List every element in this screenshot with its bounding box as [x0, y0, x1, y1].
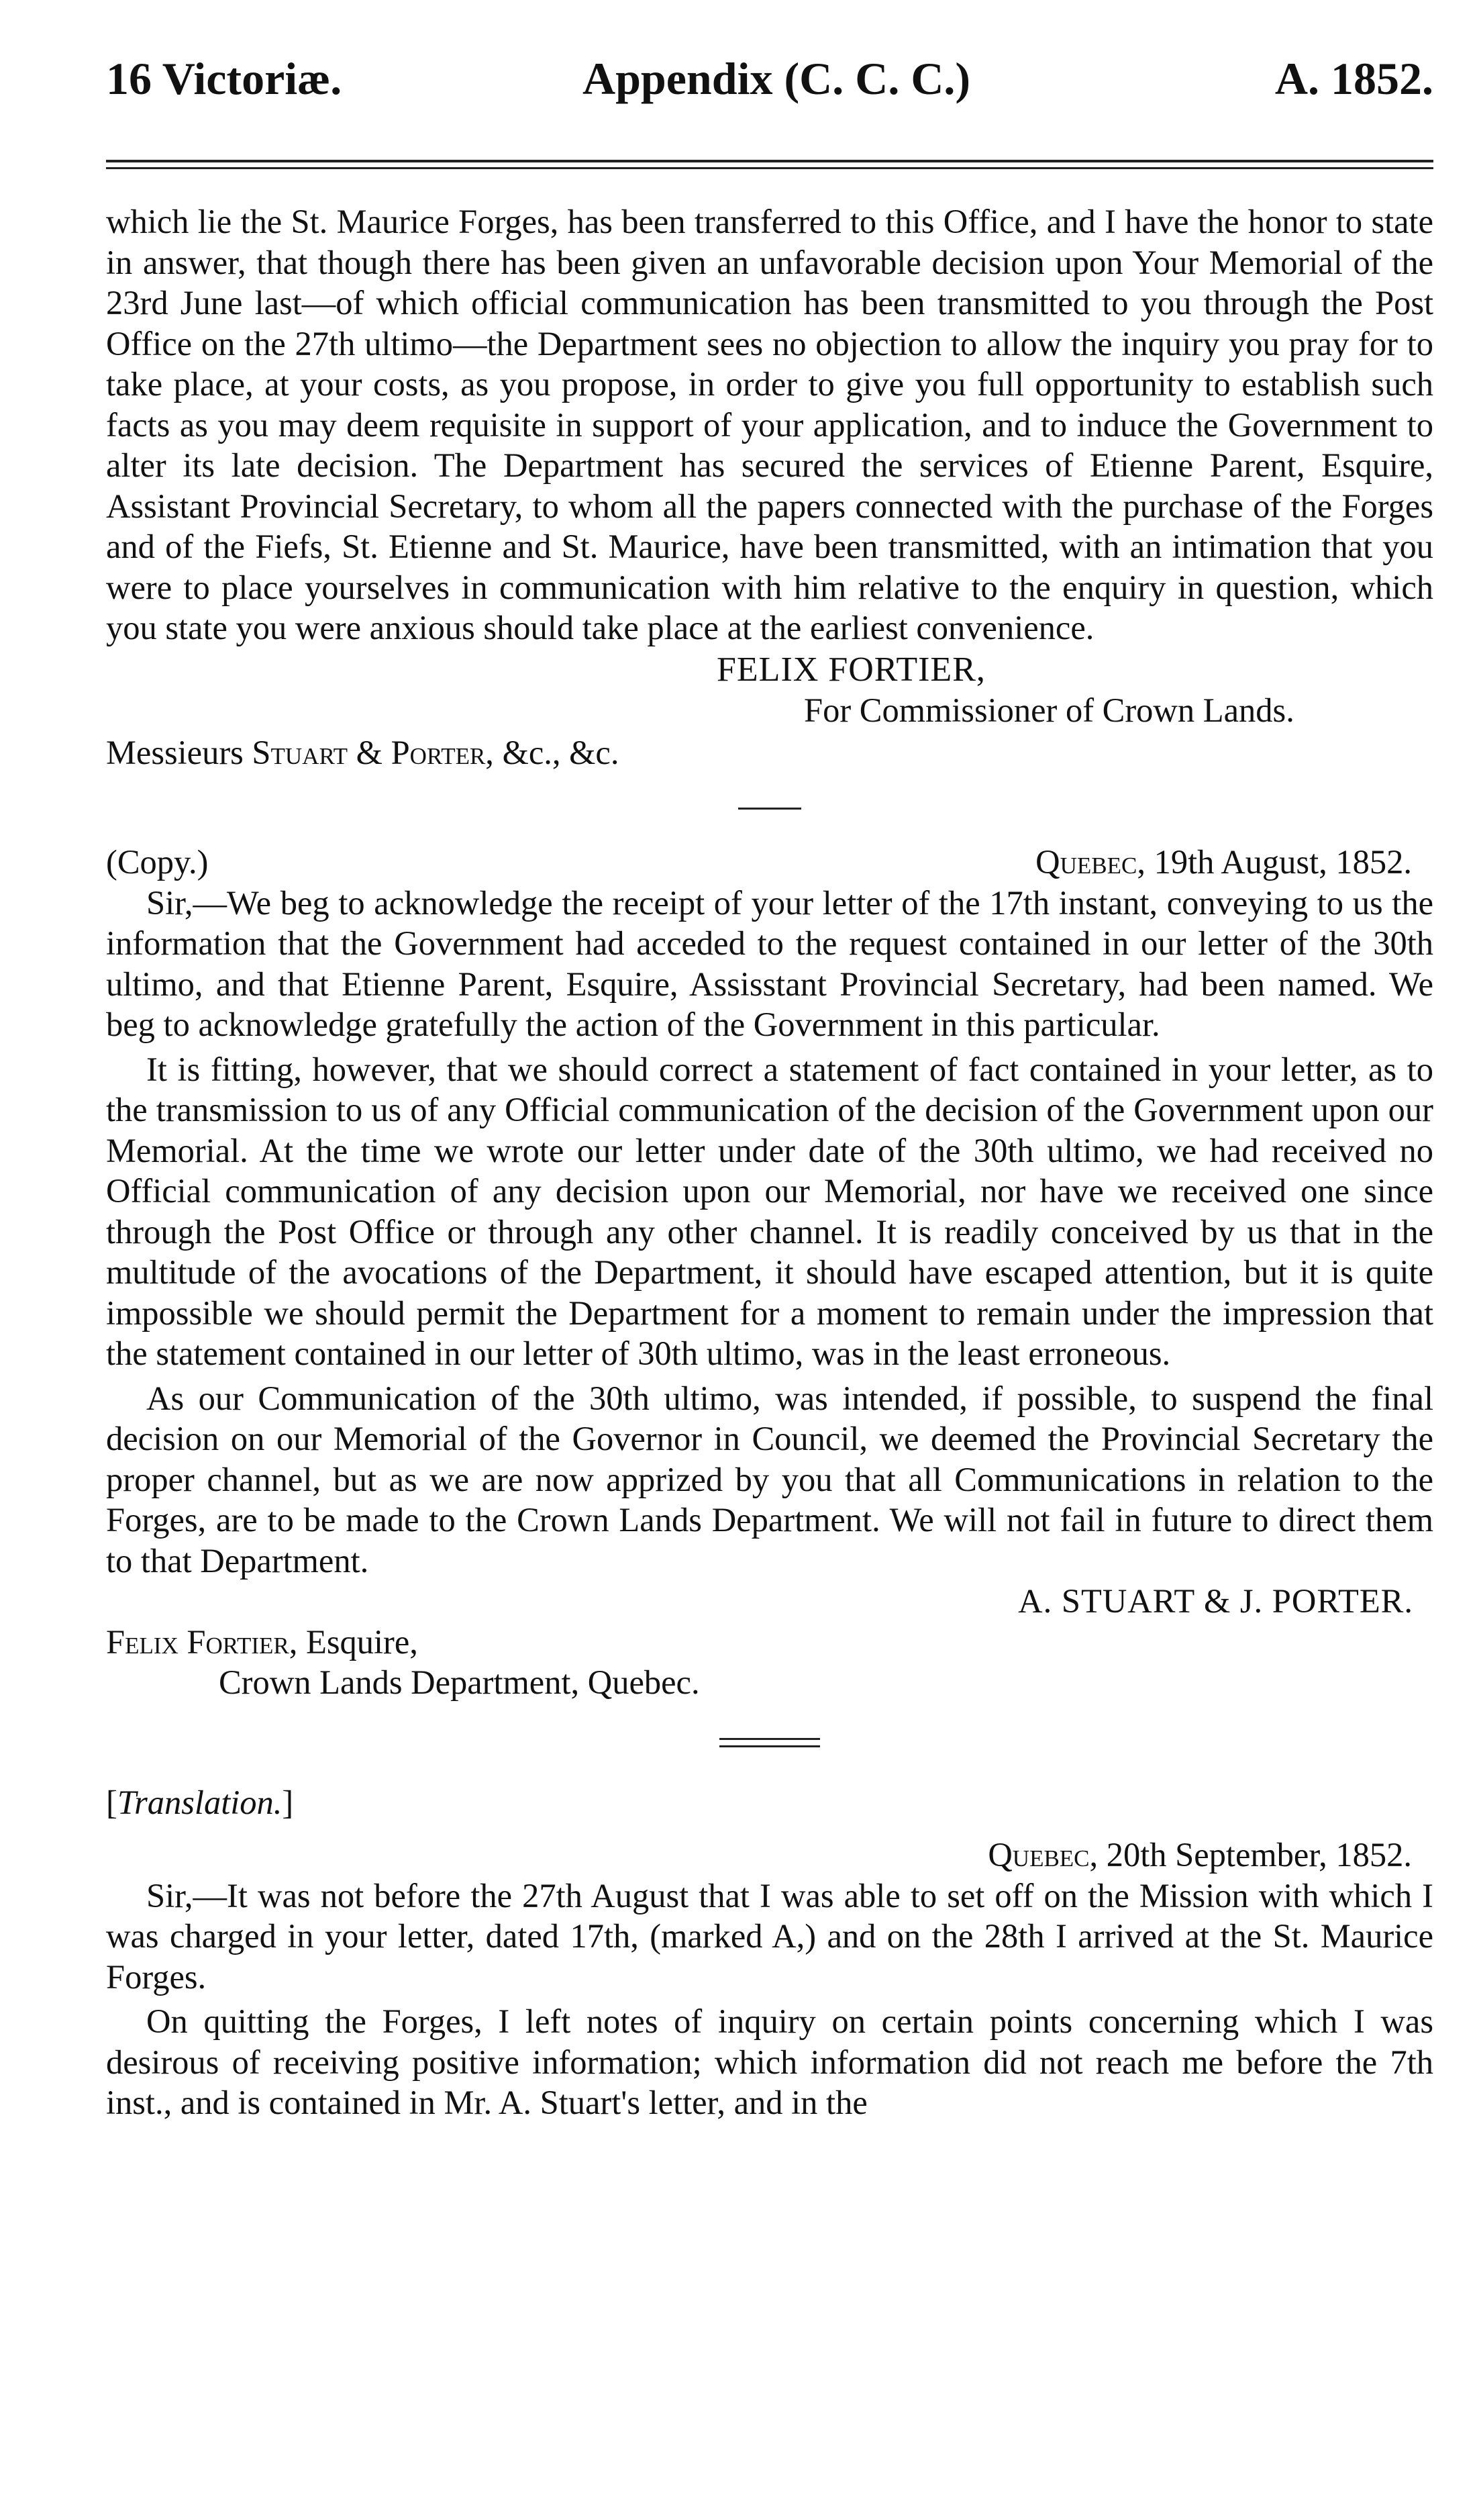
- header-appendix: Appendix (C. C. C.): [582, 53, 971, 104]
- addressee-names: Stuart & Porter,: [252, 733, 494, 771]
- letter2-date-value: 19th August, 1852.: [1154, 843, 1412, 881]
- section-divider-double: [719, 1738, 820, 1747]
- section-divider: [738, 808, 801, 810]
- letter1-signature-title: For Commissioner of Crown Lands.: [804, 691, 1294, 729]
- addressee-suffix: &c., &c.: [502, 733, 619, 771]
- letter1-addressee: [106, 732, 1433, 773]
- letter2-date-place: Quebec,: [1035, 843, 1145, 881]
- letter2-paragraph: As our Communication of the 30th ultimo, was intended, if possible, to suspend the final decision on our Memorial of the Governor in Council, we deemed the Provincial Secretary the proper channel, but as we are now apprized by you that all Communications in relation to the Forges, are to be made to the Crown Lands Department. We will not fail in future to direct them to that Department.: [106, 1379, 1433, 1580]
- letter3-date: [106, 1835, 1433, 1876]
- letter2-label: (Copy.): [106, 843, 209, 881]
- addressee-prefix: Messieurs: [106, 733, 244, 771]
- translation-label: Translation.: [117, 1783, 283, 1821]
- header-rule: [106, 160, 1433, 169]
- header-session: 16 Victoriæ.: [106, 53, 342, 104]
- letter3-label: [Translation.]: [106, 1783, 294, 1821]
- letter2-paragraph: It is fitting, however, that we should correct a statement of fact contained in your letter, as to the transmission to us of any Official communication of the decision of the Government upon our Memorial. At the time we wrote our letter under date of the 30th ultimo, we had received no Official communication of any decision upon our Memorial, nor have we received one since through the Post Office or through any other channel. It is readily conceived by us that in the multitude of the avocations of the Department, it should have escaped attention, but it is quite impossible we should permit the Department for a moment to remain under the impression that the statement contained in our letter of 30th ultimo, was in the least erroneous.: [106, 1050, 1433, 1372]
- letter1-paragraph: which lie the St. Maurice Forges, has been transferred to this Office, and I have the honor to state in answer, that though there has been given an unfavorable decision upon Your Memorial of the 23rd June last—of which official communication has been transmitted to you through the Post Office on the 27th ultimo—the Department sees no objection to allow the inquiry you pray for to take place, at your costs, as you propose, in order to give you full opportunity to establish such facts as you may deem requisite in support of your application, and to induce the Government to alter its late decision. The Department has secured the services of Etienne Parent, Esquire, Assistant Provincial Secretary, to whom all the papers connected with the purchase of the Forges and of the Fiefs, St. Etienne and St. Maurice, have been transmitted, with an intimation that you were to place yourselves in communication with him relative to the enquiry in question, which you state you were anxious should take place at the earliest convenience.: [106, 203, 1433, 646]
- letter3-date-place: Quebec,: [988, 1836, 1099, 1874]
- letter2-paragraph: Sir,—We beg to acknowledge the receipt of your letter of the 17th instant, conveying to us the information that the Government had acceded to the request contained in our letter of the 30th ultimo, and that Etienne Parent, Esquire, Assisstant Provincial Secretary, had been named. We beg to acknowledge gratefully the action of the Government in this particular.: [106, 883, 1433, 1043]
- letter2-addressee: [106, 1622, 1433, 1663]
- page-header: [106, 52, 1433, 126]
- body-text: [106, 201, 1433, 2123]
- letter2-dateline: [106, 842, 1433, 883]
- letter2-addressee-line2: Crown Lands Department, Quebec.: [219, 1663, 700, 1701]
- letter3-paragraph: Sir,—It was not before the 27th August that I was able to set off on the Mission with which I was charged in your letter, dated 17th, (marked A,) and on the 28th I arrived at the St. Maurice Forges.: [106, 1876, 1433, 1996]
- letter3-date-value: 20th September, 1852.: [1106, 1836, 1412, 1874]
- letter2-addressee-title: Esquire,: [306, 1622, 418, 1661]
- letter2-date: [1035, 842, 1433, 883]
- letter2-signature: A. STUART & J. PORTER.: [1018, 1582, 1413, 1620]
- header-year: A. 1852.: [1274, 53, 1433, 104]
- letter1-signature-name: FELIX FORTIER,: [717, 650, 986, 689]
- letter3-paragraph: On quitting the Forges, I left notes of inquiry on certain points concerning which I was desirous of receiving positive information; which information did not reach me before the 7th inst., and is contained in Mr. A. Stuart's letter, and in the: [106, 2002, 1433, 2121]
- letter2-addressee-name: Felix Fortier,: [106, 1622, 298, 1661]
